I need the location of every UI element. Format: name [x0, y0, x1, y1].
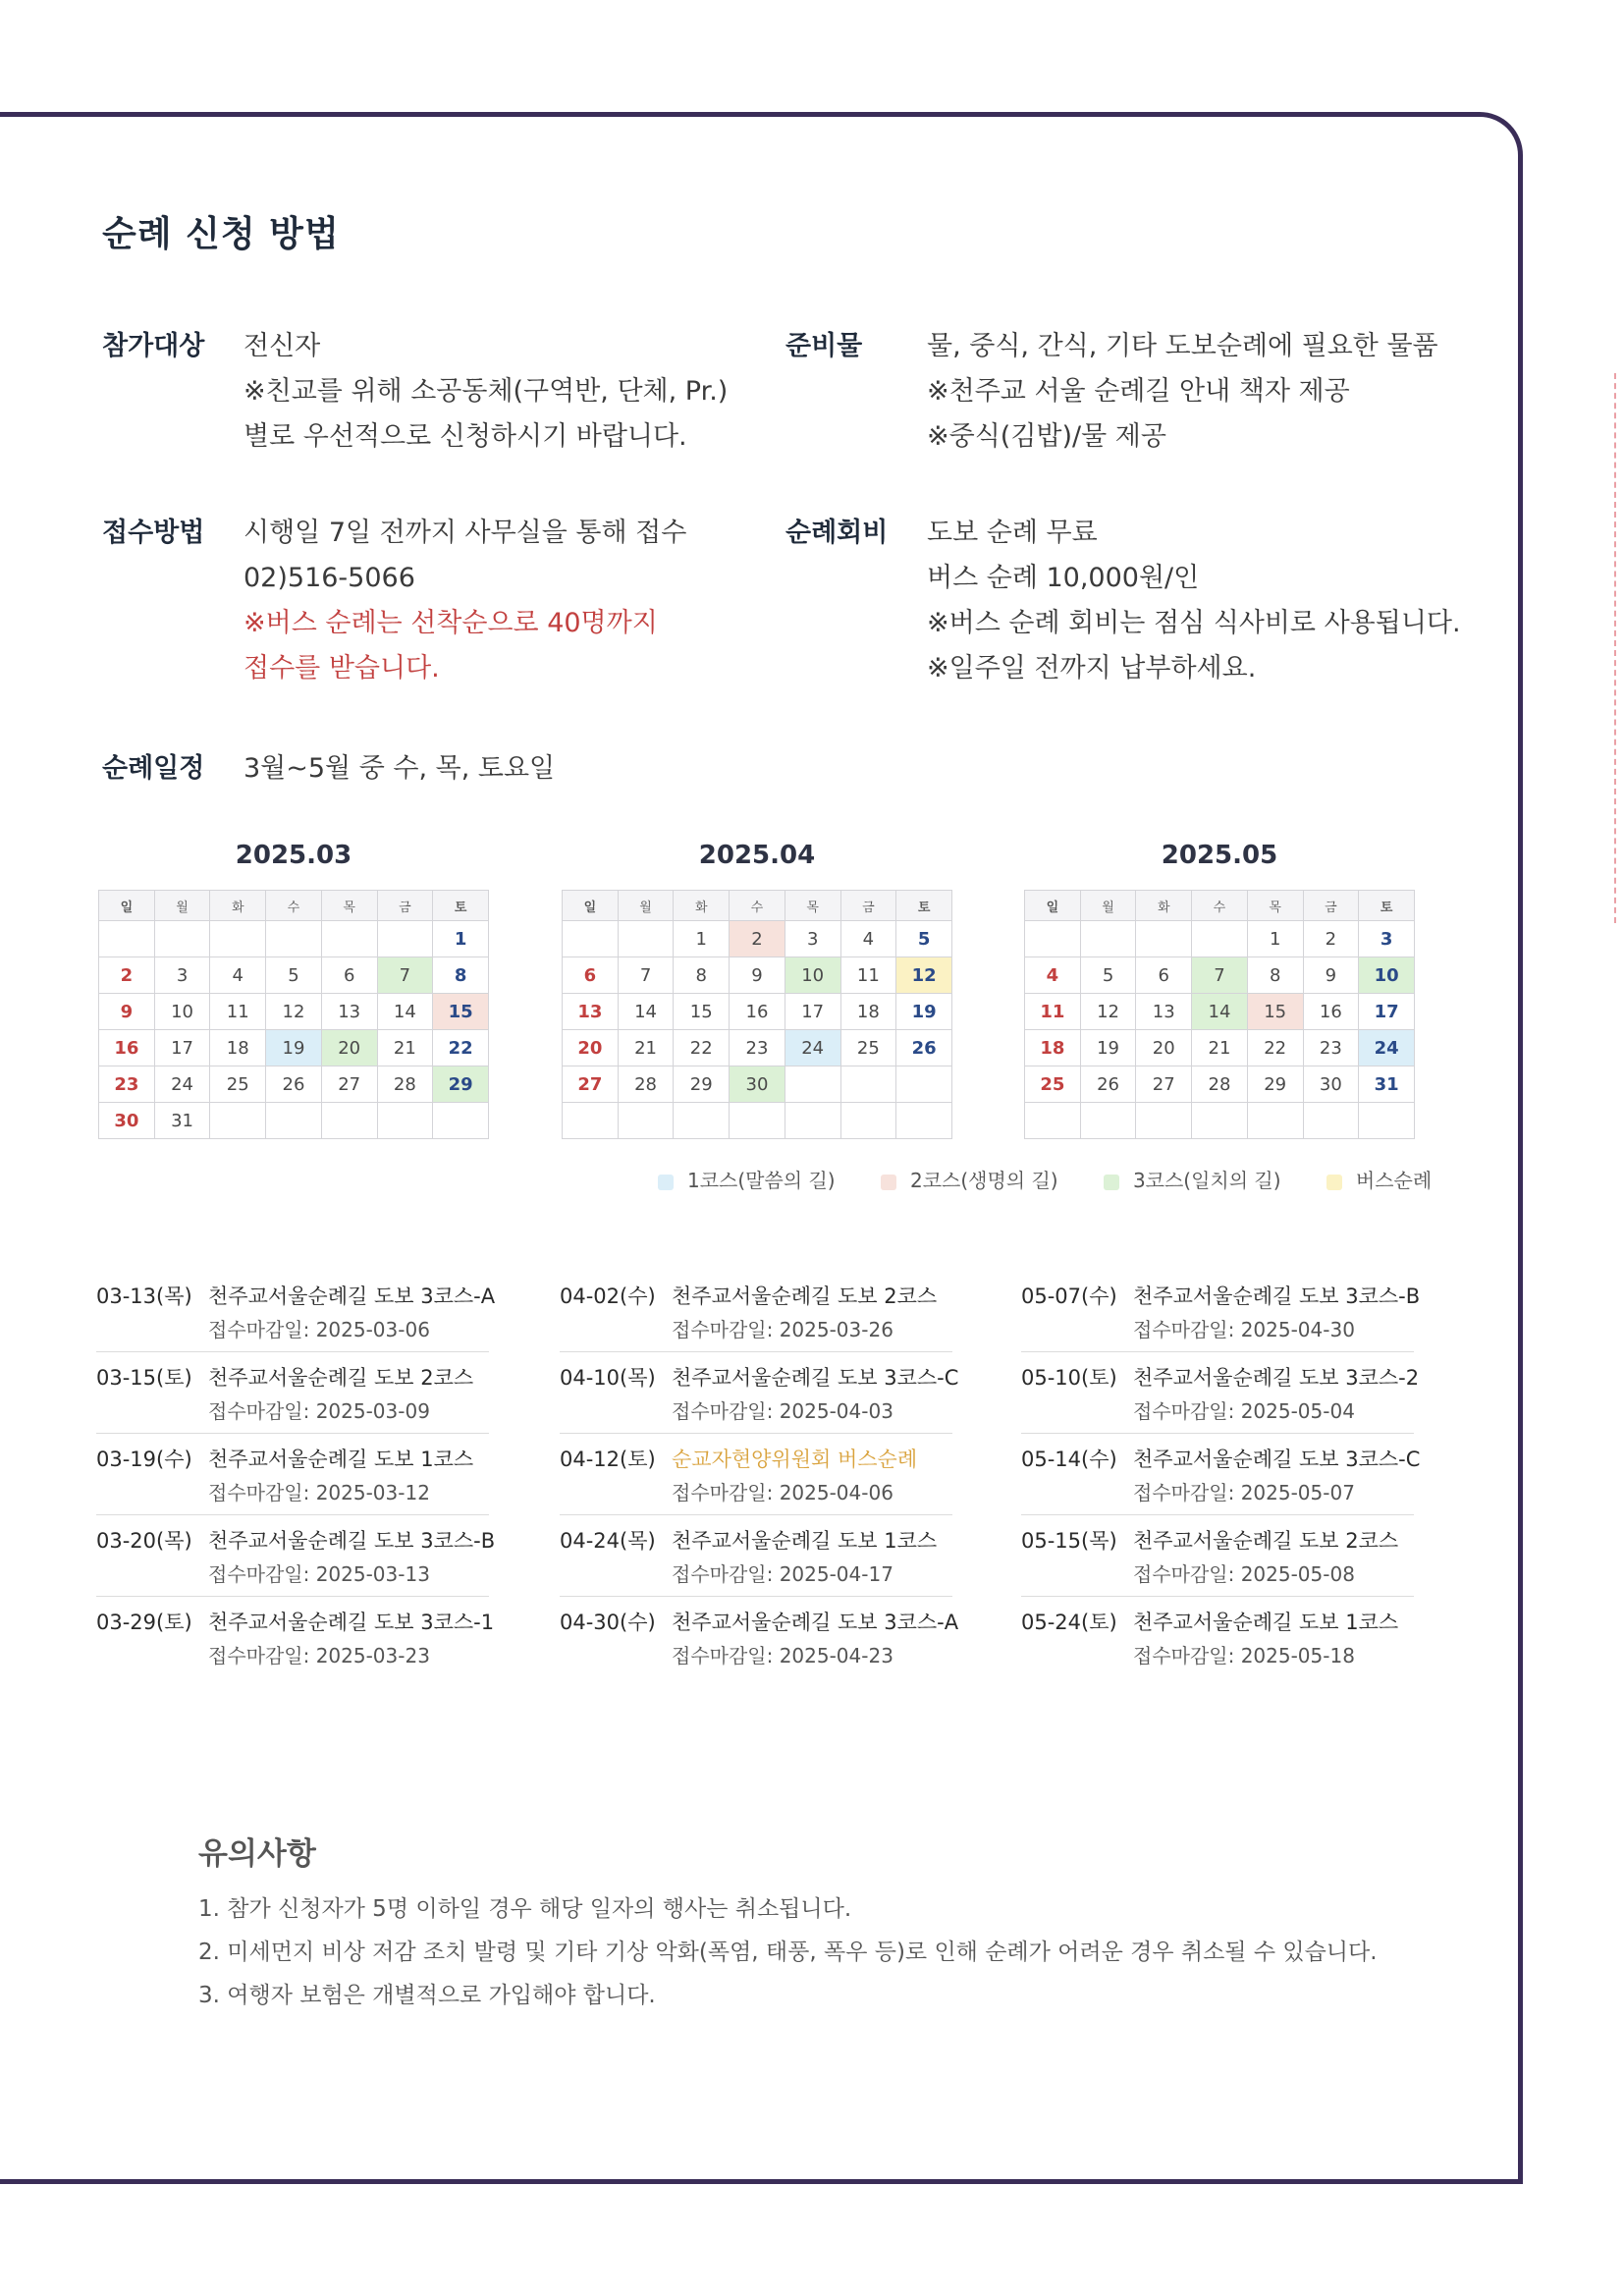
calendar-day: 9: [99, 994, 155, 1030]
calendar-day: 1: [1247, 921, 1303, 957]
note-item: 3. 여행자 보험은 개별적으로 가입해야 합니다.: [198, 1983, 656, 2008]
weekday-cell: 수: [266, 891, 322, 921]
calendar-day: 30: [99, 1103, 155, 1139]
calendar-day: 20: [321, 1030, 377, 1066]
schedule-date: 03-19(수): [96, 1448, 192, 1471]
calendar-day: 15: [1247, 994, 1303, 1030]
calendar-day: 29: [433, 1066, 489, 1103]
schedule-event-name: 천주교서울순례길 도보 3코스-A: [672, 1611, 959, 1634]
calendar-day: [1303, 1103, 1359, 1139]
weekday-cell: 화: [674, 891, 730, 921]
schedule-row: [560, 1597, 959, 1677]
calendar-day: 25: [210, 1066, 266, 1103]
calendar-day: [896, 1066, 952, 1103]
weekday-cell: 월: [154, 891, 210, 921]
calendar-day: 26: [266, 1066, 322, 1103]
legend-item: [1326, 1165, 1432, 1193]
schedule-list-may: [1021, 1271, 1421, 1677]
calendar-day: 23: [1303, 1030, 1359, 1066]
calendar-day: 12: [266, 994, 322, 1030]
schedule-date: 03-15(토): [96, 1366, 192, 1390]
schedule-row: [1021, 1434, 1421, 1515]
schedule-row: [96, 1271, 496, 1352]
calendar-grid: [98, 890, 489, 1139]
schedule-event-name: 천주교서울순례길 도보 3코스-B: [208, 1529, 496, 1553]
calendar-day: [321, 1103, 377, 1139]
calendar-day: 14: [377, 994, 433, 1030]
calendar-day: 11: [210, 994, 266, 1030]
calendar-day: 9: [1303, 957, 1359, 994]
calendar-march: [98, 841, 489, 1139]
legend-item: [1104, 1165, 1281, 1193]
supplies-line: ※중식(김밥)/물 제공: [927, 421, 1166, 452]
note-item: 1. 참가 신청자가 5명 이하일 경우 해당 일자의 행사는 취소됩니다.: [198, 1896, 852, 1922]
schedule-row: [96, 1597, 495, 1677]
fee-section: [785, 511, 1492, 697]
weekday-cell: 금: [1303, 891, 1359, 921]
calendar-day: 30: [1303, 1066, 1359, 1103]
weekday-header: [1025, 891, 1415, 921]
calendar-day: 1: [433, 921, 489, 957]
participants-line: 전신자: [244, 331, 321, 361]
calendar-day: 7: [1192, 957, 1248, 994]
schedule-date: 05-10(토): [1021, 1366, 1117, 1390]
calendar-day: [1192, 921, 1248, 957]
page-edge-mark: [1614, 373, 1624, 923]
participants-section: [102, 324, 729, 462]
calendar-day: 28: [618, 1066, 674, 1103]
schedule-deadline: 접수마감일: 2025-05-04: [1133, 1399, 1355, 1423]
calendar-day: 22: [1247, 1030, 1303, 1066]
weekday-header: [563, 891, 952, 921]
calendar-day: [1359, 1103, 1415, 1139]
calendar-day: 28: [377, 1066, 433, 1103]
calendar-day: 26: [1080, 1066, 1136, 1103]
calendar-day: 30: [730, 1066, 785, 1103]
calendar-week: [1025, 921, 1415, 957]
calendar-april: [562, 841, 952, 1139]
calendar-week: [99, 1030, 489, 1066]
calendar-day: [154, 921, 210, 957]
fee-label: 순례회비: [785, 518, 889, 548]
calendar-day: 6: [1136, 957, 1192, 994]
calendar-day: 13: [1136, 994, 1192, 1030]
schedule-deadline: 접수마감일: 2025-03-13: [208, 1562, 430, 1586]
calendar-day: 6: [563, 957, 619, 994]
schedule-event-name: 천주교서울순례길 도보 3코스-C: [672, 1366, 959, 1390]
calendar-day: 6: [321, 957, 377, 994]
schedule-row: [1021, 1352, 1420, 1434]
weekday-cell: 수: [730, 891, 785, 921]
schedule-deadline: 접수마감일: 2025-03-23: [208, 1644, 430, 1667]
schedule-date: 03-20(목): [96, 1529, 192, 1553]
calendar-week: [1025, 957, 1415, 994]
schedule-date: 04-12(토): [560, 1448, 656, 1471]
schedule-date: 05-24(토): [1021, 1611, 1117, 1634]
schedule-event-name: 천주교서울순례길 도보 3코스-1: [208, 1611, 495, 1634]
weekday-cell: 월: [1080, 891, 1136, 921]
weekday-cell: 화: [210, 891, 266, 921]
schedule-event-name: 천주교서울순례길 도보 1코스: [1133, 1611, 1399, 1634]
registration-notice: ※버스 순례는 선착순으로 40명까지: [244, 608, 658, 638]
calendar-day: 24: [1359, 1030, 1415, 1066]
calendar-day: [321, 921, 377, 957]
page-title: 순례 신청 방법: [102, 214, 340, 254]
schedule-section: [102, 746, 789, 795]
registration-phone: 02)516-5066: [244, 563, 415, 593]
calendar-day: 8: [674, 957, 730, 994]
schedule-date: 03-29(토): [96, 1611, 192, 1634]
calendar-week: [99, 957, 489, 994]
calendar-day: 15: [433, 994, 489, 1030]
calendar-day: 9: [730, 957, 785, 994]
calendar-day: [618, 1103, 674, 1139]
schedule-row: [1021, 1597, 1414, 1677]
calendar-day: 12: [896, 957, 952, 994]
legend-label: 1코스(말씀의 길): [687, 1169, 836, 1192]
weekday-cell: 토: [433, 891, 489, 921]
calendar-day: 19: [896, 994, 952, 1030]
calendar-week: [1025, 1066, 1415, 1103]
calendar-day: [377, 1103, 433, 1139]
supplies-section: [785, 324, 1453, 462]
calendar-may: [1024, 841, 1415, 1139]
schedule-deadline: 접수마감일: 2025-05-18: [1133, 1644, 1355, 1667]
calendar-day: 13: [563, 994, 619, 1030]
calendar-day: 4: [1025, 957, 1081, 994]
calendar-day: [1247, 1103, 1303, 1139]
schedule-row: [560, 1271, 952, 1352]
calendar-day: [840, 1066, 896, 1103]
calendar-day: 27: [1136, 1066, 1192, 1103]
schedule-event-name: 천주교서울순례길 도보 3코스-C: [1133, 1448, 1421, 1471]
participants-line: 별로 우선적으로 신청하시기 바랍니다.: [244, 421, 687, 452]
calendar-day: 2: [99, 957, 155, 994]
schedule-event-name: 천주교서울순례길 도보 2코스: [208, 1366, 474, 1390]
calendar-week: [99, 1066, 489, 1103]
fee-line: ※버스 순례 회비는 점심 식사비로 사용됩니다.: [927, 608, 1461, 638]
calendar-day: 17: [1359, 994, 1415, 1030]
calendar-day: 31: [1359, 1066, 1415, 1103]
calendar-day: 13: [321, 994, 377, 1030]
calendar-day: 10: [1359, 957, 1415, 994]
calendar-week: [563, 1103, 952, 1139]
calendar-day: 5: [266, 957, 322, 994]
schedule-deadline: 접수마감일: 2025-04-17: [672, 1562, 893, 1586]
schedule-deadline: 접수마감일: 2025-04-30: [1133, 1318, 1355, 1341]
participants-line: ※친교를 위해 소공동체(구역반, 단체, Pr.): [244, 376, 729, 407]
schedule-date: 04-02(수): [560, 1285, 656, 1308]
calendar-day: 16: [1303, 994, 1359, 1030]
weekday-cell: 월: [618, 891, 674, 921]
calendar-day: [896, 1103, 952, 1139]
calendar-day: 16: [730, 994, 785, 1030]
schedule-list-march: [96, 1271, 496, 1677]
calendar-day: [730, 1103, 785, 1139]
weekday-cell: 화: [1136, 891, 1192, 921]
schedule-deadline: 접수마감일: 2025-03-26: [672, 1318, 893, 1341]
calendar-day: 21: [1192, 1030, 1248, 1066]
supplies-label: 준비물: [785, 331, 863, 361]
schedule-event-name: 천주교서울순례길 도보 2코스: [1133, 1529, 1399, 1553]
schedule-row: [1021, 1271, 1421, 1352]
calendar-day: [266, 1103, 322, 1139]
calendar-day: 11: [840, 957, 896, 994]
calendar-day: 24: [154, 1066, 210, 1103]
calendar-week: [1025, 994, 1415, 1030]
calendar-week: [99, 921, 489, 957]
calendar-week: [563, 957, 952, 994]
calendar-day: 27: [321, 1066, 377, 1103]
calendar-day: 16: [99, 1030, 155, 1066]
calendar-day: 18: [1025, 1030, 1081, 1066]
course-legend: [658, 1165, 1432, 1194]
weekday-cell: 금: [377, 891, 433, 921]
calendar-week: [99, 1103, 489, 1139]
calendar-grid: [1024, 890, 1415, 1139]
calendar-day: 12: [1080, 994, 1136, 1030]
calendar-day: 24: [785, 1030, 840, 1066]
legend-label: 버스순례: [1355, 1169, 1433, 1192]
calendar-week: [563, 921, 952, 957]
weekday-cell: 일: [1025, 891, 1081, 921]
schedule-row: [96, 1434, 489, 1515]
calendar-day: [266, 921, 322, 957]
calendar-day: 31: [154, 1103, 210, 1139]
calendar-day: 8: [1247, 957, 1303, 994]
calendar-day: 22: [674, 1030, 730, 1066]
calendar-day: 17: [154, 1030, 210, 1066]
calendar-day: [210, 1103, 266, 1139]
calendar-day: 5: [1080, 957, 1136, 994]
schedule-date: 04-10(목): [560, 1366, 656, 1390]
fee-line: 버스 순례 10,000원/인: [927, 563, 1200, 593]
calendar-day: 1: [674, 921, 730, 957]
registration-section: [102, 511, 691, 697]
calendar-day: [563, 921, 619, 957]
schedule-event-name: 천주교서울순례길 도보 3코스-A: [208, 1285, 496, 1308]
schedule-date: 05-07(수): [1021, 1285, 1117, 1308]
schedule-event-name: 천주교서울순례길 도보 3코스-B: [1133, 1285, 1421, 1308]
calendar-week: [563, 994, 952, 1030]
calendar-day: 2: [730, 921, 785, 957]
calendar-day: 27: [563, 1066, 619, 1103]
calendar-day: 8: [433, 957, 489, 994]
calendar-day: [563, 1103, 619, 1139]
schedule-event-name: 천주교서울순례길 도보 1코스: [208, 1448, 474, 1471]
fee-line: 도보 순례 무료: [927, 518, 1098, 548]
calendar-day: 3: [154, 957, 210, 994]
legend-item: [658, 1165, 836, 1193]
calendar-day: 3: [1359, 921, 1415, 957]
calendar-day: 14: [618, 994, 674, 1030]
calendar-title: 2025.03: [235, 841, 352, 870]
calendar-day: 4: [210, 957, 266, 994]
schedule-text: 3월~5월 중 수, 목, 토요일: [244, 753, 556, 784]
calendar-week: [1025, 1030, 1415, 1066]
weekday-cell: 일: [563, 891, 619, 921]
calendar-day: [377, 921, 433, 957]
calendar-day: 25: [840, 1030, 896, 1066]
schedule-deadline: 접수마감일: 2025-04-03: [672, 1399, 893, 1423]
calendar-day: 28: [1192, 1066, 1248, 1103]
calendar-week: [99, 994, 489, 1030]
calendar-day: 19: [266, 1030, 322, 1066]
calendar-day: 7: [377, 957, 433, 994]
weekday-cell: 목: [785, 891, 840, 921]
calendar-day: [1136, 921, 1192, 957]
calendar-day: 22: [433, 1030, 489, 1066]
calendar-day: 23: [99, 1066, 155, 1103]
calendar-day: 10: [154, 994, 210, 1030]
supplies-line: ※천주교 서울 순례길 안내 책자 제공: [927, 376, 1350, 407]
schedule-deadline: 접수마감일: 2025-05-07: [1133, 1481, 1355, 1504]
schedule-date: 05-15(목): [1021, 1529, 1117, 1553]
schedule-deadline: 접수마감일: 2025-03-09: [208, 1399, 430, 1423]
schedule-row: [96, 1515, 496, 1597]
calendar-week: [563, 1066, 952, 1103]
schedule-row: [560, 1434, 952, 1515]
calendar-grid: [562, 890, 952, 1139]
calendar-day: [1025, 1103, 1081, 1139]
legend-label: 2코스(생명의 길): [909, 1169, 1058, 1192]
calendar-day: 18: [210, 1030, 266, 1066]
registration-label: 접수방법: [102, 518, 205, 548]
calendar-day: 21: [618, 1030, 674, 1066]
weekday-cell: 수: [1192, 891, 1248, 921]
calendar-day: [1136, 1103, 1192, 1139]
calendar-day: [618, 921, 674, 957]
calendar-week: [563, 1030, 952, 1066]
weekday-cell: 금: [840, 891, 896, 921]
calendar-day: [1080, 1103, 1136, 1139]
registration-line: 시행일 7일 전까지 사무실을 통해 접수: [244, 518, 687, 548]
weekday-cell: 목: [1247, 891, 1303, 921]
calendar-day: [840, 1103, 896, 1139]
calendar-day: 3: [785, 921, 840, 957]
calendar-day: 21: [377, 1030, 433, 1066]
calendar-day: 25: [1025, 1066, 1081, 1103]
calendar-day: 15: [674, 994, 730, 1030]
weekday-cell: 토: [1359, 891, 1415, 921]
calendar-day: 19: [1080, 1030, 1136, 1066]
calendar-day: 4: [840, 921, 896, 957]
schedule-date: 05-14(수): [1021, 1448, 1117, 1471]
schedule-row: [560, 1515, 952, 1597]
calendar-day: 14: [1192, 994, 1248, 1030]
calendar-day: [785, 1066, 840, 1103]
fee-line: ※일주일 전까지 납부하세요.: [927, 653, 1257, 683]
schedule-row: [96, 1352, 489, 1434]
calendar-day: 5: [896, 921, 952, 957]
schedule-label: 순례일정: [102, 753, 205, 784]
schedule-deadline: 접수마감일: 2025-04-23: [672, 1644, 893, 1667]
schedule-date: 04-24(목): [560, 1529, 656, 1553]
calendar-day: [1025, 921, 1081, 957]
schedule-list-april: [560, 1271, 959, 1677]
calendar-day: 11: [1025, 994, 1081, 1030]
schedule-deadline: 접수마감일: 2025-05-08: [1133, 1562, 1355, 1586]
notes-list: [198, 1887, 1378, 2017]
schedule-deadline: 접수마감일: 2025-03-06: [208, 1318, 430, 1341]
schedule-event-name: 천주교서울순례길 도보 2코스: [672, 1285, 938, 1308]
calendar-week: [1025, 1103, 1415, 1139]
schedule-date: 04-30(수): [560, 1611, 656, 1634]
calendar-day: [1192, 1103, 1248, 1139]
calendar-day: 29: [1247, 1066, 1303, 1103]
calendar-day: 2: [1303, 921, 1359, 957]
schedule-deadline: 접수마감일: 2025-04-06: [672, 1481, 893, 1504]
legend-swatch: [1326, 1175, 1342, 1190]
weekday-cell: 토: [896, 891, 952, 921]
calendar-day: 20: [563, 1030, 619, 1066]
calendar-day: 20: [1136, 1030, 1192, 1066]
registration-notice: 접수를 받습니다.: [244, 653, 440, 683]
supplies-line: 물, 중식, 간식, 기타 도보순례에 필요한 물품: [927, 331, 1438, 361]
calendar-day: [674, 1103, 730, 1139]
participants-label: 참가대상: [102, 331, 205, 361]
legend-swatch: [881, 1175, 896, 1190]
calendar-day: 18: [840, 994, 896, 1030]
calendar-day: 26: [896, 1030, 952, 1066]
calendar-day: [99, 921, 155, 957]
weekday-cell: 목: [321, 891, 377, 921]
legend-swatch: [658, 1175, 674, 1190]
calendar-day: 23: [730, 1030, 785, 1066]
calendar-day: [785, 1103, 840, 1139]
calendar-title: 2025.05: [1161, 841, 1278, 870]
legend-swatch: [1104, 1175, 1119, 1190]
calendar-day: 17: [785, 994, 840, 1030]
note-item: 2. 미세먼지 비상 저감 조치 발령 및 기타 기상 악화(폭염, 태풍, 폭우 등)로 인해 순례가 어려운 경우 취소될 수 있습니다.: [198, 1940, 1378, 1965]
schedule-date: 03-13(목): [96, 1285, 192, 1308]
calendar-day: 29: [674, 1066, 730, 1103]
calendar-day: [433, 1103, 489, 1139]
weekday-cell: 일: [99, 891, 155, 921]
schedule-deadline: 접수마감일: 2025-03-12: [208, 1481, 430, 1504]
schedule-row: [1021, 1515, 1414, 1597]
weekday-header: [99, 891, 489, 921]
notes-title: 유의사항: [198, 1836, 316, 1872]
calendar-day: 7: [618, 957, 674, 994]
schedule-event-name: 순교자현양위원회 버스순례: [672, 1448, 918, 1471]
legend-item: [881, 1165, 1058, 1193]
schedule-event-name: 천주교서울순례길 도보 3코스-2: [1133, 1366, 1420, 1390]
calendar-day: [210, 921, 266, 957]
calendar-title: 2025.04: [698, 841, 816, 870]
calendar-day: [1080, 921, 1136, 957]
schedule-row: [560, 1352, 959, 1434]
schedule-event-name: 천주교서울순례길 도보 1코스: [672, 1529, 938, 1553]
calendar-day: 10: [785, 957, 840, 994]
legend-label: 3코스(일치의 길): [1132, 1169, 1281, 1192]
